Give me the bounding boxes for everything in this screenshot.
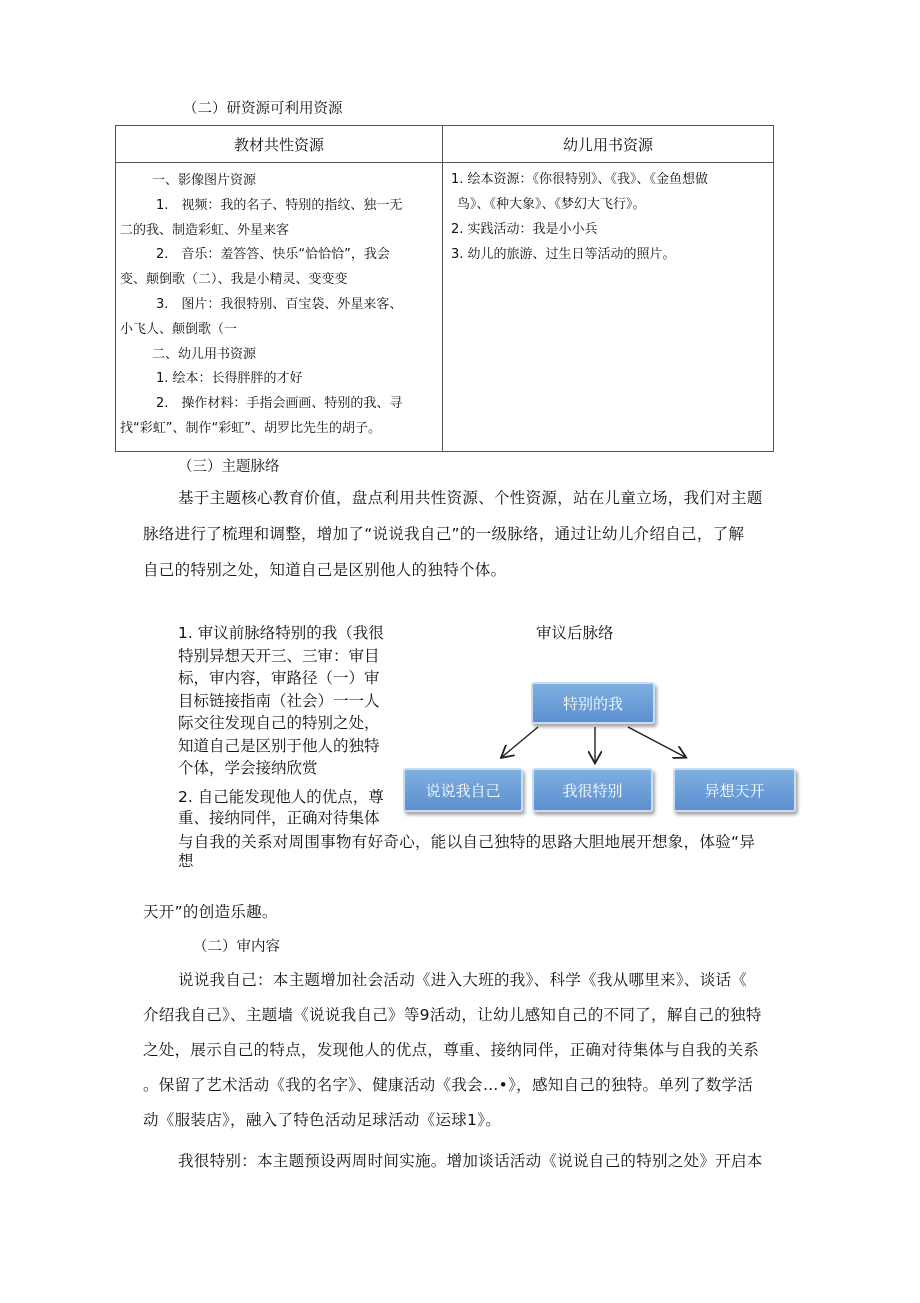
left-note	[178, 622, 384, 780]
table-line: 二、幼儿用书资源	[152, 346, 257, 362]
table-line: 3. 图片：我很特别、百宝袋、外星来客、	[156, 296, 403, 312]
resource-table	[115, 125, 774, 452]
section-heading-context: （三）主题脉络	[178, 459, 280, 475]
table-header-child-book-resources: 幼儿用书资源	[443, 126, 774, 163]
paragraph-line: 想	[178, 852, 194, 870]
note-line: 际交往发现自己的特别之处，	[178, 714, 380, 732]
table-line: 变、颠倒歌（二）、我是小精灵、变变变	[120, 272, 348, 288]
paragraph-line: 之处，展示自己的特点，发现他人的优点，尊重、接纳同伴，正确对待集体与自我的关系	[143, 1041, 760, 1059]
note-line: 标，审内容，审路径（一）审	[178, 669, 380, 687]
note-line: 重、接纳同伴，正确对待集体	[178, 809, 380, 827]
diagram-arrows	[480, 715, 720, 775]
paragraph-line: 。保留了艺术活动《我的名字》、健康活动《我会…•》，感知自己的独特。单列了数学活	[143, 1076, 754, 1094]
note-line: 1. 审议前脉络特别的我（我很	[178, 624, 384, 642]
paragraph-line: 与自我的关系对周围事物有好奇心，能以自己独特的思路大胆地展开想象，体验“异	[178, 833, 756, 851]
paragraph-line: 说说我自己：本主题增加社会活动《进入大班的我》、科学《我从哪里来》、谈话《	[178, 971, 748, 989]
table-cell-child-book-resources	[443, 163, 774, 452]
diagram-child-node: 我很特别	[532, 768, 653, 812]
note-line: 目标链接指南（社会）一一人	[178, 691, 380, 710]
diagram-title: 审议后脉络	[536, 624, 614, 642]
table-header-common-resources: 教材共性资源	[116, 126, 443, 163]
table-line: 3. 幼儿的旅游、过生日等活动的照片。	[451, 247, 676, 262]
table-cell-common-resources	[116, 163, 443, 452]
table-line: 二的我、制造彩虹、外星来客	[120, 222, 290, 238]
note-line: 知道自己是区别于他人的独特	[178, 736, 380, 755]
table-line: 2. 实践活动：我是小小兵	[451, 222, 598, 237]
table-line: 2. 音乐：羞答答、快乐“恰恰恰”，我会	[156, 247, 390, 263]
section-heading-content: （二）审内容	[193, 939, 280, 955]
paragraph-line: 自己的特别之处，知道自己是区别他人的独特个体。	[143, 561, 507, 579]
table-line: 鸟》、《种大象》、《梦幻大飞行》。	[457, 197, 646, 212]
paragraph-line: 脉络进行了梳理和调整，增加了“说说我自己”的一级脉络，通过让幼儿介绍自己，了解	[143, 525, 745, 543]
section-heading-resources: （二）研资源可利用资源	[183, 101, 343, 117]
arrow-left	[502, 727, 538, 757]
arrow-right	[628, 727, 685, 757]
paragraph-line: 介绍我自己》、主题墙《说说我自己》等9活动，让幼儿感知自己的不同了，解自己的独特	[143, 1006, 762, 1024]
note-line: 2. 自己能发现他人的优点，尊	[178, 788, 384, 806]
table-line: 找“彩虹”、制作“彩虹”、胡罗比先生的胡子。	[120, 420, 381, 436]
paragraph-line: 基于主题核心教育价值，盘点利用共性资源、个性资源，站在儿童立场，我们对主题	[178, 489, 763, 507]
diagram-child-node: 异想天开	[673, 768, 796, 812]
note-line: 特别异想天开三、三审：审目	[178, 646, 380, 665]
diagram-child-node: 说说我自己	[403, 768, 523, 812]
table-line: 1. 视频：我的名子、特别的指纹、独一无	[156, 197, 403, 213]
table-line: 1. 绘本资源：《你很特别》、《我》、《金鱼想做	[451, 172, 709, 187]
diagram-root-node: 特别的我	[531, 682, 655, 724]
table-line: 1. 绘本：长得胖胖的才好	[156, 371, 303, 387]
paragraph-line: 动《服装店》，融入了特色活动足球活动《运球1》。	[143, 1111, 502, 1129]
table-line: 2. 操作材料：手指会画画、特别的我、寻	[156, 396, 403, 412]
paragraph-line: 天开”的创造乐趣。	[143, 903, 278, 921]
paragraph-line: 我很特别：本主题预设两周时间实施。增加谈话活动《说说自己的特别之处》开启本	[178, 1152, 763, 1170]
table-line: 小飞人、颠倒歌（一	[120, 321, 238, 337]
table-line: 一、影像图片资源	[152, 173, 257, 188]
note-line: 个体，学会接纳欣赏	[178, 759, 318, 777]
